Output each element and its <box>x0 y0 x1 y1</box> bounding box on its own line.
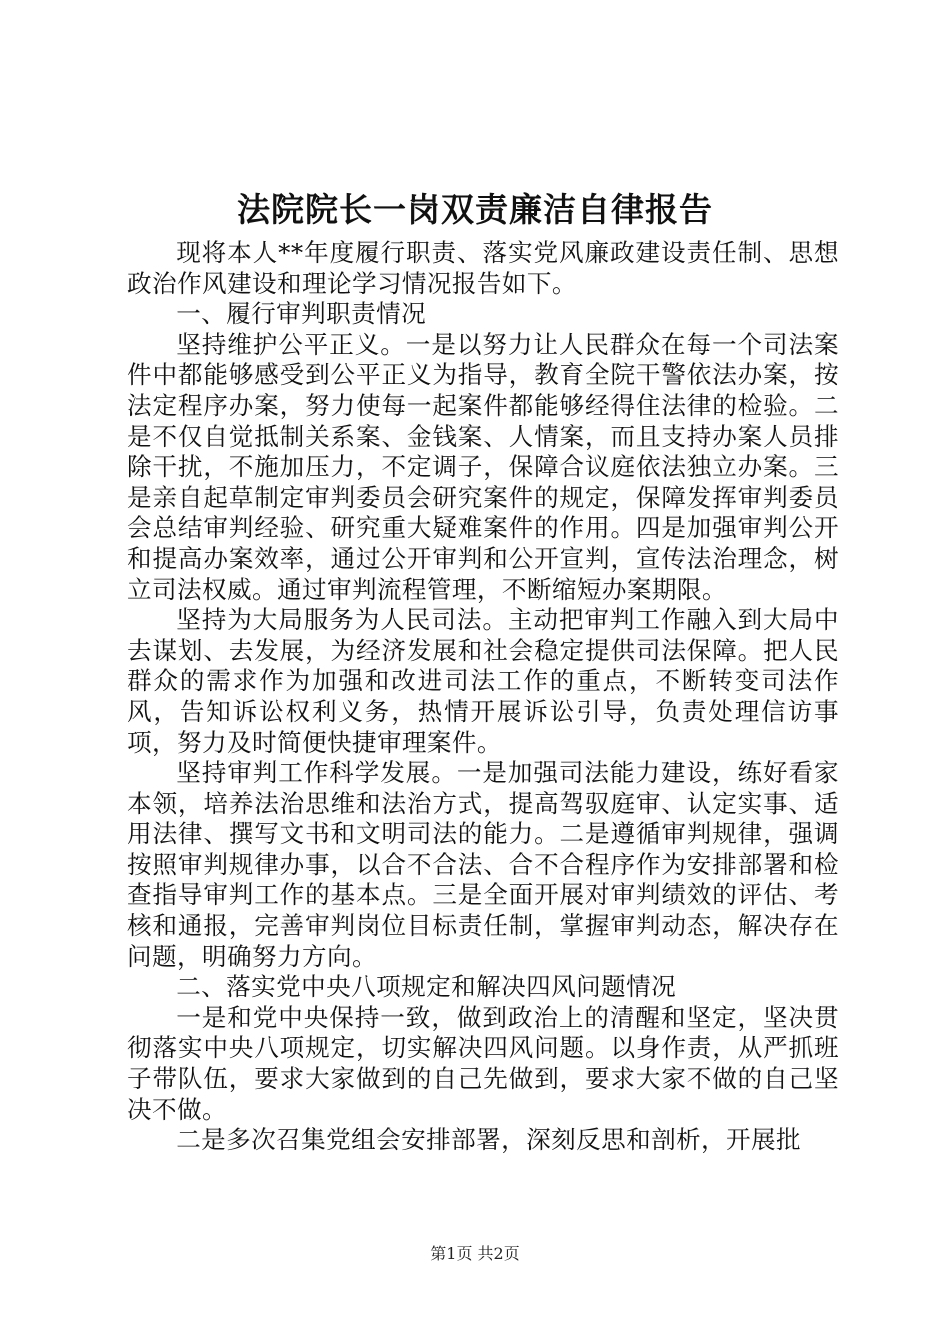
section-heading-2: 二、落实党中央八项规定和解决四风问题情况 <box>176 972 677 1002</box>
body-paragraph: 一是和党中央保持一致，做到政治上的清醒和坚定，坚决贯彻落实中央八项规定，切实解决四风问题。以身作责，从严抓班子带队伍，要求大家做到的自己先做到，要求大家不做的自己坚决不做。 <box>127 1002 839 1124</box>
document-title: 法院院长一岗双责廉洁自律报告 <box>237 190 713 229</box>
intro-paragraph: 现将本人**年度履行职责、落实党风廉政建设责任制、思想政治作风建设和理论学习情况报告如下。 <box>127 238 839 298</box>
body-paragraph: 坚持审判工作科学发展。一是加强司法能力建设，练好看家本领，培养法治思维和法治方式，提高驾驭庭审、认定实事、适用法律、撰写文书和文明司法的能力。二是遵循审判规律，强调按照审判规律办事，以合不合法、合不合程序作为安排部署和检查指导审判工作的基本点。三是全面开展对审判绩效的评估、考核和通报，完善审判岗位目标责任制，掌握审判动态，解决存在问题，明确努力方向。 <box>127 758 839 971</box>
document-body <box>127 238 839 1156</box>
body-paragraph: 二是多次召集党组会安排部署，深刻反思和剖析，开展批 <box>176 1125 802 1155</box>
body-paragraph: 坚持为大局服务为人民司法。主动把审判工作融入到大局中去谋划、去发展，为经济发展和社会稳定提供司法保障。把人民群众的需求作为加强和改进司法工作的重点，不断转变司法作风，告知诉讼权利义务，热情开展诉讼引导，负责处理信访事项，努力及时简便快捷审理案件。 <box>127 605 839 757</box>
body-paragraph: 坚持维护公平正义。一是以努力让人民群众在每一个司法案件中都能够感受到公平正义为指导，教育全院干警依法办案，按法定程序办案，努力使每一起案件都能够经得住法律的检验。二是不仅自觉抵制关系案、金钱案、人情案，而且支持办案人员排除干扰，不施加压力，不定调子，保障合议庭依法独立办案。三是亲自起草制定审判委员会研究案件的规定，保障发挥审判委员会总结审判经验、研究重大疑难案件的作用。四是加强审判公开和提高办案效率，通过公开审判和公开宣判，宣传法治理念，树立司法权威。通过审判流程管理，不断缩短办案期限。 <box>127 329 839 604</box>
page-number-footer: 第1页 共2页 <box>430 1244 520 1263</box>
section-heading-1: 一、履行审判职责情况 <box>176 299 427 329</box>
